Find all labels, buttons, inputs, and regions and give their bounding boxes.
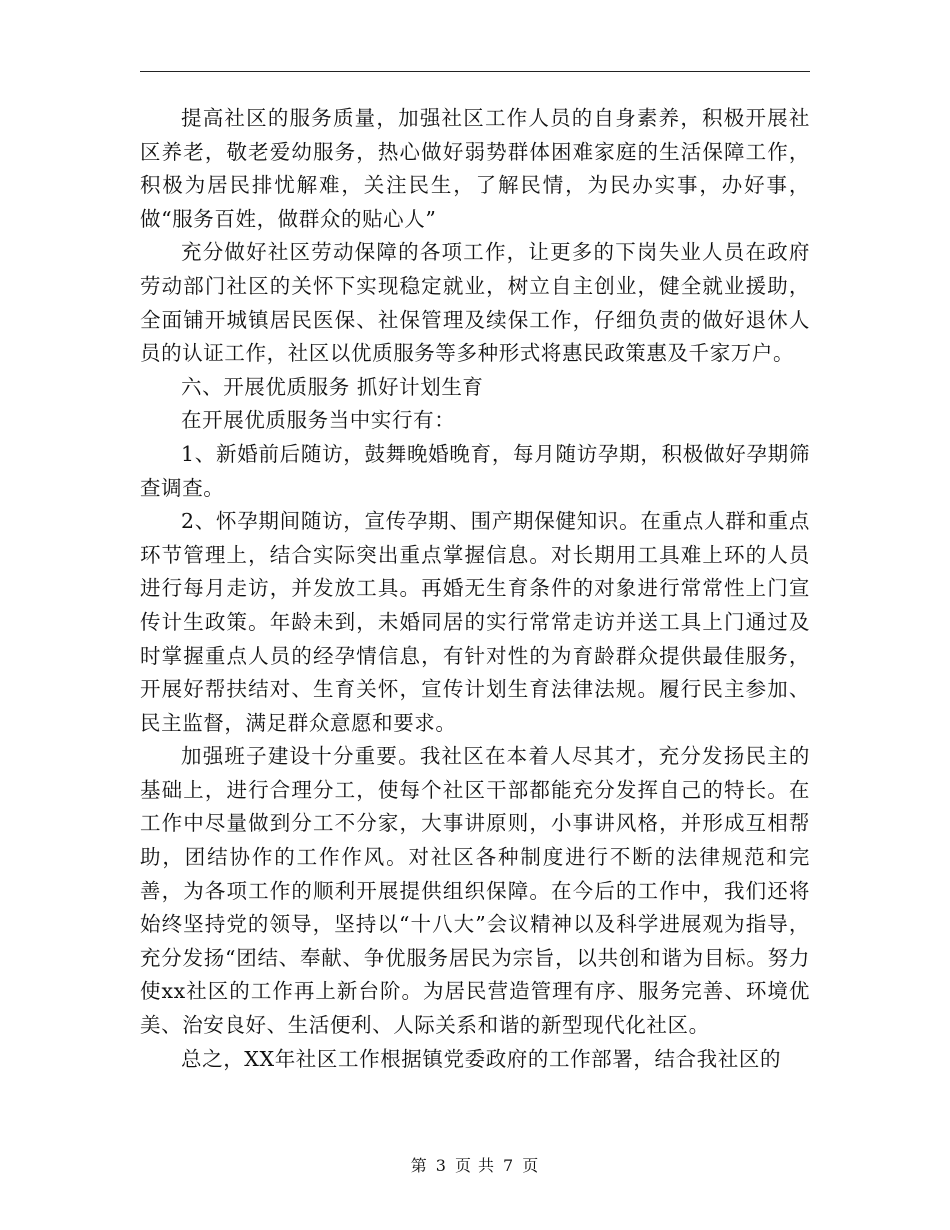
- paragraph-community-service: 提高社区的服务质量，加强社区工作人员的自身素养，积极开展社区养老，敬老爱幼服务，热心做好弱势群体困难家庭的生活保障工作，积极为居民排忧解难，关注民生，了解民情，为民办实事，办好事，做“服务百姓，做群众的贴心人”: [140, 106, 810, 231]
- list-item-2: 2、怀孕期间随访，宣传孕期、围产期保健知识。在重点人群和重点环节管理上，结合实际突出重点掌握信息。对长期用工具难上环的人员进行每月走访，并发放工具。再婚无生育条件的对象进行常常性上门宣传计生政策。年龄未到，未婚同居的实行常常走访并送工具上门通过及时掌握重点人员的经孕情信息，有针对性的为育龄群众提供最佳服务，开展好帮扶结对、生育关怀，宣传计划生育法律法规。履行民主参加、民主监督，满足群众意愿和要求。: [140, 509, 810, 735]
- footer-prefix: 第: [410, 1156, 428, 1175]
- paragraph-labor-security: 充分做好社区劳动保障的各项工作，让更多的下岗失业人员在政府劳动部门社区的关怀下实现稳定就业，树立自主创业，健全就业援助，全面铺开城镇居民医保、社保管理及续保工作，仔细负责的做好退休人员的认证工作，社区以优质服务等多种形式将惠民政策惠及千家万户。: [140, 240, 810, 366]
- paragraph-intro-quality-service: 在开展优质服务当中实行有：: [181, 408, 456, 433]
- footer-page-number: 3: [435, 1156, 447, 1175]
- footer-suffix: 页: [522, 1156, 540, 1175]
- list-item-1: 1、新婚前后随访，鼓舞晚婚晚育，每月随访孕期，积极做好孕期筛查调查。: [140, 441, 810, 500]
- paragraph-conclusion: 总之，XX年社区工作根据镇党委政府的工作部署，结合我社区的: [181, 1046, 782, 1071]
- footer-total-pages: 7: [503, 1156, 515, 1175]
- document-body: [140, 102, 810, 1076]
- page-footer: [0, 1153, 950, 1176]
- paragraph-team-building: 加强班子建设十分重要。我社区在本着人尽其才，充分发扬民主的基础上，进行合理分工，使每个社区干部都能充分发挥自己的特长。在工作中尽量做到分工不分家，大事讲原则，小事讲风格，并形成互相帮助，团结协作的工作作风。对社区各种制度进行不断的法律规范和完善，为各项工作的顺利开展提供组织保障。在今后的工作中，我们还将始终坚持党的领导，坚持以“十八大”会议精神以及科学进展观为指导，充分发扬“团结、奉献、争优服务居民为宗旨，以共创和谐为目标。努力使xx社区的工作再上新台阶。为居民营造管理有序、服务完善、环境优美、治安良好、生活便利、人际关系和谐的新型现代化社区。: [140, 744, 810, 1038]
- header-rule: [140, 71, 810, 72]
- section-heading-family-planning: 六、开展优质服务 抓好计划生育: [181, 374, 484, 399]
- footer-middle: 页 共: [454, 1156, 496, 1175]
